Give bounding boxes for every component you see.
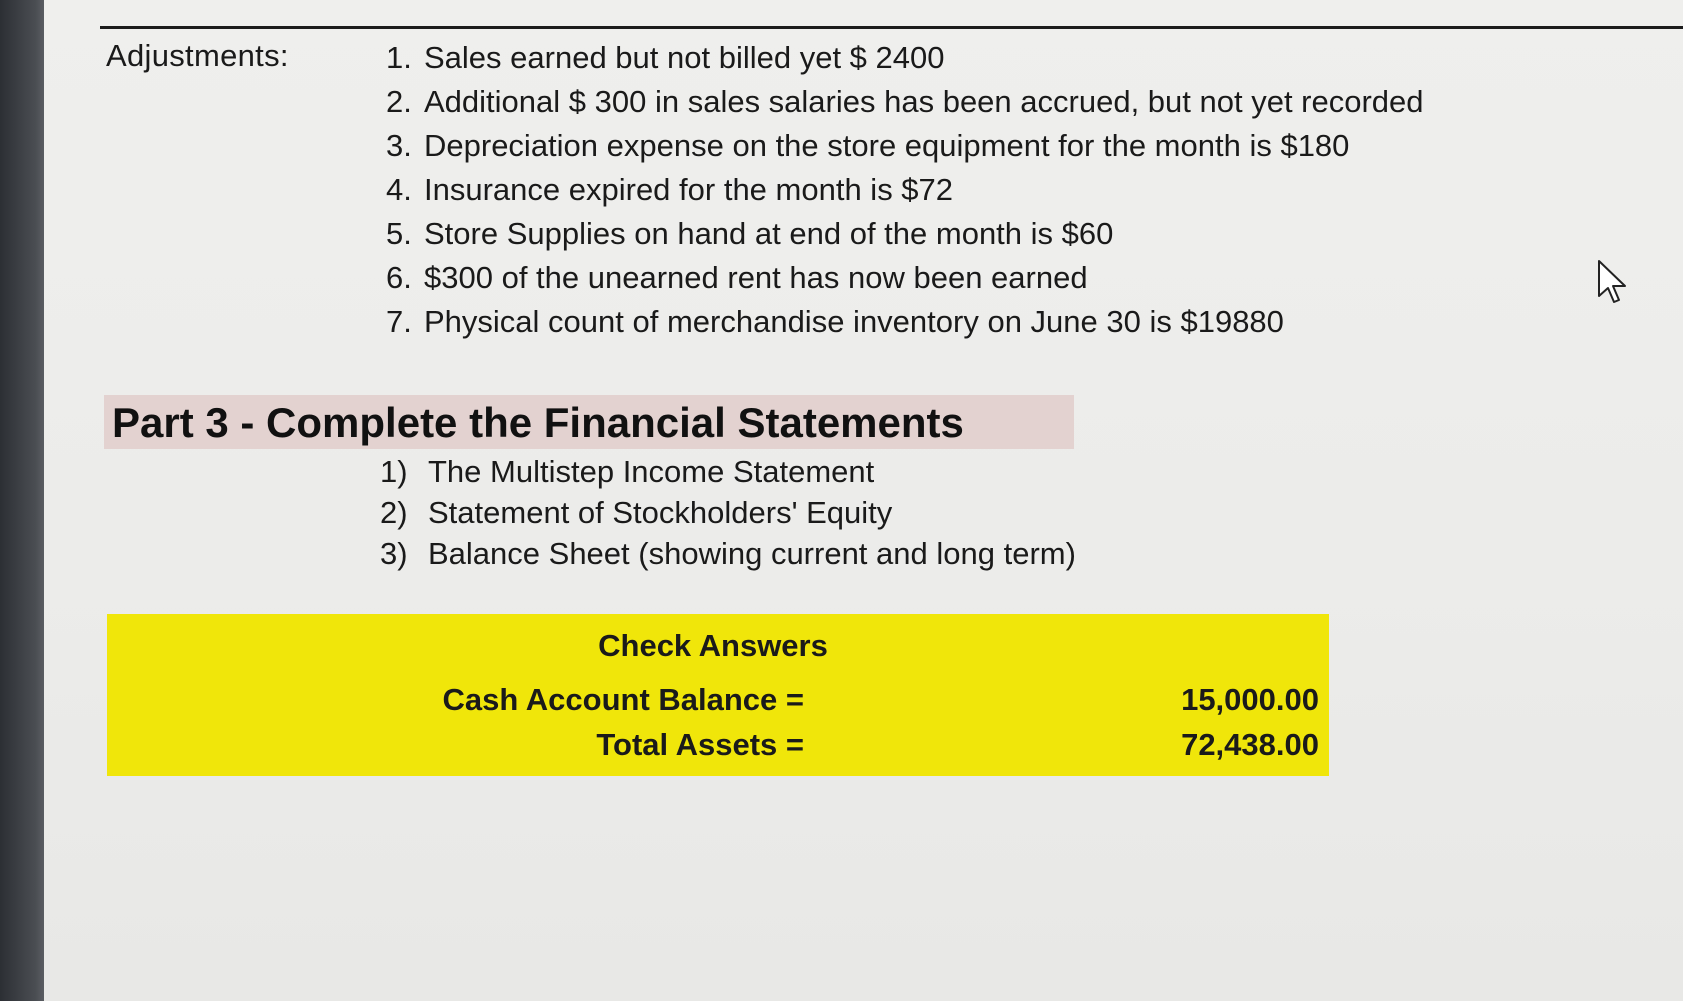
part3-item: 1) The Multistep Income Statement xyxy=(380,454,875,489)
total-assets-value: 72,438.00 xyxy=(1181,727,1319,762)
part3-title: Part 3 - Complete the Financial Statements xyxy=(112,399,964,446)
adjustment-item: 7. Physical count of merchandise inventory on June 30 is $19880 xyxy=(386,304,1284,339)
cash-balance-row xyxy=(107,682,1329,722)
worksheet-page xyxy=(44,0,1683,1001)
adjustments-list xyxy=(386,36,1424,344)
adjustment-item: 5. Store Supplies on hand at end of the month is $60 xyxy=(386,216,1114,251)
cash-balance-value: 15,000.00 xyxy=(1181,682,1319,717)
part3-title-band xyxy=(104,395,1074,449)
part3-item: 3) Balance Sheet (showing current and long term) xyxy=(380,536,1076,571)
adjustment-item: 1. Sales earned but not billed yet $ 2400 xyxy=(386,40,945,75)
part3-list xyxy=(380,451,1076,574)
total-assets-row xyxy=(107,727,1329,767)
adjustment-item: 3. Depreciation expense on the store equipment for the month is $180 xyxy=(386,128,1350,163)
cash-balance-label: Cash Account Balance = xyxy=(442,682,804,717)
adjustment-item: 6. $300 of the unearned rent has now been earned xyxy=(386,260,1088,295)
adjustments-label: Adjustments: xyxy=(106,38,289,73)
check-answers-box xyxy=(107,614,1329,776)
adjustment-item: 4. Insurance expired for the month is $72 xyxy=(386,172,954,207)
top-border-line xyxy=(100,26,1683,29)
check-answers-title: Check Answers xyxy=(598,628,828,663)
mouse-pointer-icon xyxy=(1596,258,1630,306)
total-assets-label: Total Assets = xyxy=(596,727,804,762)
monitor-bezel xyxy=(0,0,44,1001)
part3-item: 2) Statement of Stockholders' Equity xyxy=(380,495,893,530)
adjustment-item: 2. Additional $ 300 in sales salaries has been accrued, but not yet recorded xyxy=(386,84,1424,119)
